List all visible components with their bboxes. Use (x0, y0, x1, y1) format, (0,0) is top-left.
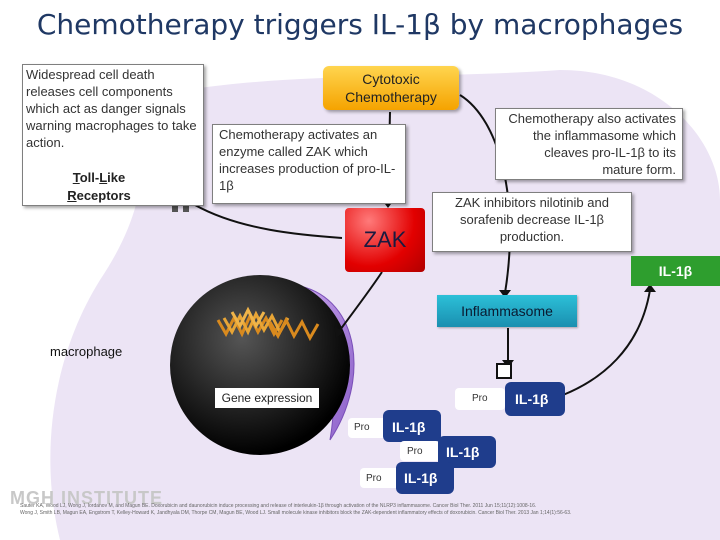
il1b-label: IL-1β (515, 391, 549, 407)
il1b-label: IL-1β (392, 419, 426, 435)
gene-expression-label: Gene expression (215, 388, 319, 408)
tlr-label: Toll-Like Receptors (67, 170, 131, 203)
inhibition-marker (497, 364, 511, 378)
reference-1: Sauter KA, Wood LJ, Wong J, Iordanov M, and Magun BE. Doxorubicin and daunorubicin induce processing and release of interleukin-1β through activation of the NLRP3 inflammasome. Cancer Biol Ther. 2011 Jun 15;11(12):1008-16. (20, 503, 537, 509)
zak-inhibitors-textbox (432, 192, 632, 252)
inflammasome-activation-text: Chemotherapy also activates the inflammasome which cleaves pro-IL-1β to its mature form. (508, 111, 676, 177)
inflammasome-activation-textbox (495, 108, 683, 180)
reference-2: Wong J, Smith LB, Magun EA, Engstrom T, Kelley-Howard K, Jandhyala DM, Thorpe CM, Magun BE, Wood LJ. Small molecule kinase inhibitors block the ZAK-dependent inflammatory effects of doxorubicin. Cancer Biol Ther. 2013 Jan 1;14(1):56-63. (20, 510, 572, 516)
macrophage-label: macrophage (50, 344, 123, 359)
pro-label: Pro (472, 393, 488, 404)
inflammasome-box: Inflammasome (437, 295, 577, 327)
zak-activation-text: Chemotherapy activates an enzyme called ZAK which increases production of pro-IL-1β (219, 127, 396, 193)
zak-inhibitors-text: ZAK inhibitors nilotinib and sorafenib decrease IL-1β production. (455, 195, 609, 244)
cell-death-textbox (22, 64, 204, 206)
cell-death-text: Widespread cell death releases cell components which act as danger signals warning macrophages to take action. (26, 67, 197, 150)
zak-enzyme: ZAK (345, 208, 425, 272)
page-title: Chemotherapy triggers IL-1β by macrophages (36, 8, 684, 41)
zak-activation-textbox (212, 124, 406, 204)
il1b-label: IL-1β (446, 444, 480, 460)
il1b-secreted-label: IL-1β (631, 256, 720, 286)
pro-label: Pro (354, 422, 370, 433)
nucleus (170, 275, 350, 455)
pro-label: Pro (366, 473, 382, 484)
cytotoxic-chemotherapy-box: Cytotoxic Chemotherapy (323, 66, 459, 110)
references (20, 503, 710, 517)
pro-label: Pro (407, 446, 423, 457)
il1b-label: IL-1β (404, 470, 438, 486)
institution-logo: MGH INSTITUTE (10, 488, 163, 508)
